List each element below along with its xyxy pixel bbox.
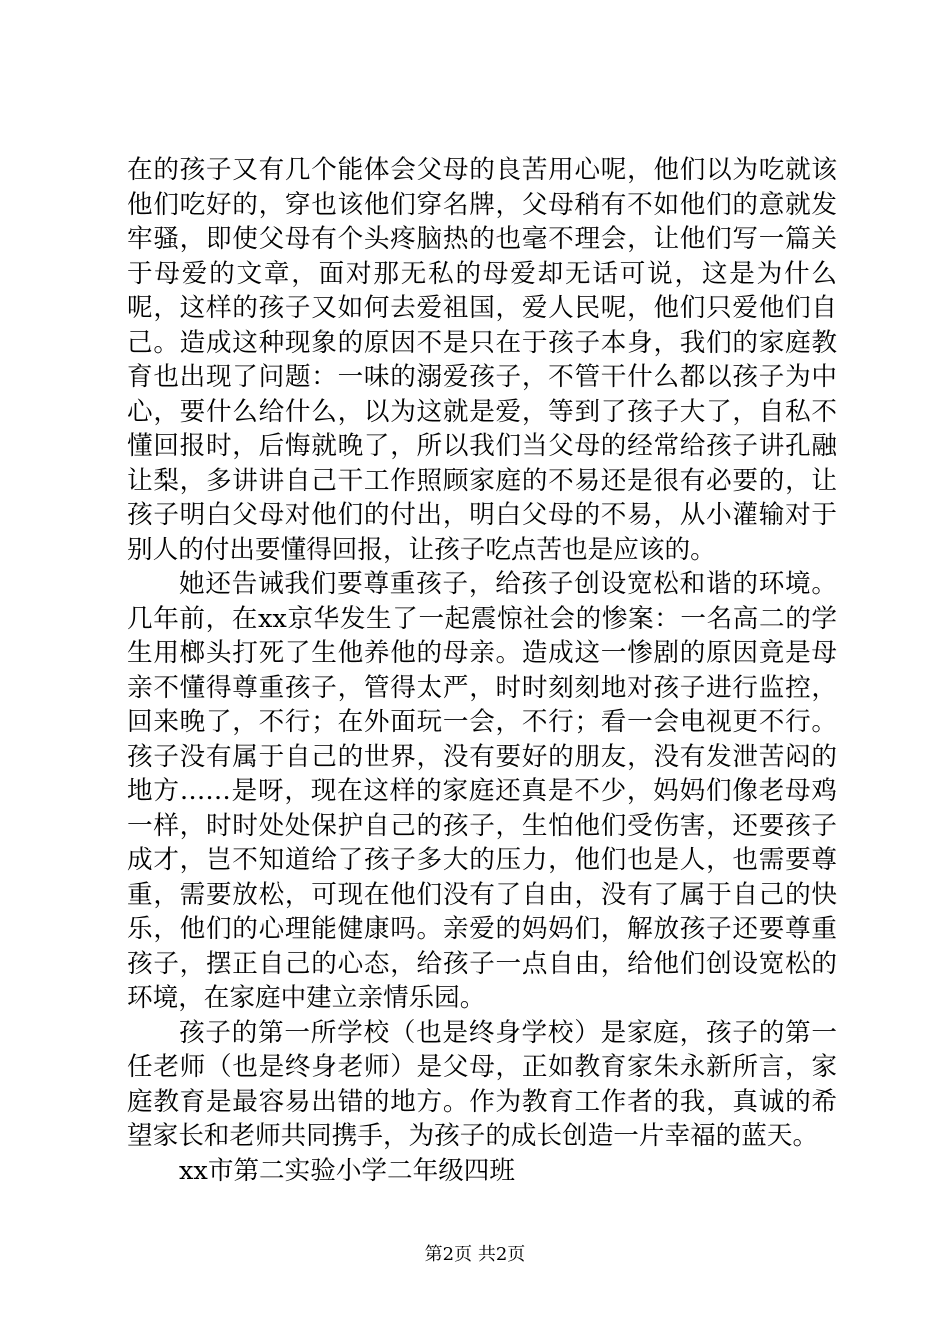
- document-body: [127, 153, 837, 1188]
- paragraph-respect-children: 她还告诫我们要尊重孩子，给孩子创设宽松和谐的环境。几年前，在xx京华发生了一起震惊社会的惨案：一名高二的学生用榔头打死了生他养他的母亲。造成这一惨剧的原因竟是母亲不懂得尊重孩子，管得太严，时时刻刻地对孩子进行监控，回来晚了，不行；在外面玩一会，不行；看一会电视更不行。孩子没有属于自己的世界，没有要好的朋友，没有发泄苦闷的地方……是呀，现在这样的家庭还真是不少，妈妈们像老母鸡一样，时时处处保护自己的孩子，生怕他们受伤害，还要孩子成才，岂不知道给了孩子多大的压力，他们也是人，也需要尊重，需要放松，可现在他们没有了自由，没有了属于自己的快乐，他们的心理能健康吗。亲爱的妈妈们，解放孩子还要尊重孩子，摆正自己的心态，给孩子一点自由，给他们创设宽松的环境，在家庭中建立亲情乐园。: [127, 569, 837, 1013]
- page-footer: 第2页 共2页: [424, 1244, 526, 1265]
- signature-line: xx市第二实验小学二年级四班: [179, 1155, 515, 1186]
- paragraph-continued: 在的孩子又有几个能体会父母的良苦用心呢，他们以为吃就该他们吃好的，穿也该他们穿名牌，父母稍有不如他们的意就发牢骚，即使父母有个头疼脑热的也毫不理会，让他们写一篇关于母爱的文章，面对那无私的母爱却无话可说，这是为什么呢，这样的孩子又如何去爱祖国，爱人民呢，他们只爱他们自己。造成这种现象的原因不是只在于孩子本身，我们的家庭教育也出现了问题：一味的溺爱孩子，不管干什么都以孩子为中心，要什么给什么，以为这就是爱，等到了孩子大了，自私不懂回报时，后悔就晚了，所以我们当父母的经常给孩子讲孔融让梨，多讲讲自己干工作照顾家庭的不易还是很有必要的，让孩子明白父母对他们的付出，明白父母的不易，从小灌输对于别人的付出要懂得回报，让孩子吃点苦也是应该的。: [127, 155, 837, 565]
- paragraph-family-school: 孩子的第一所学校（也是终身学校）是家庭，孩子的第一任老师（也是终身老师）是父母，正如教育家朱永新所言，家庭教育是最容易出错的地方。作为教育工作者的我，真诚的希望家长和老师共同携手，为孩子的成长创造一片幸福的蓝天。: [127, 1017, 837, 1151]
